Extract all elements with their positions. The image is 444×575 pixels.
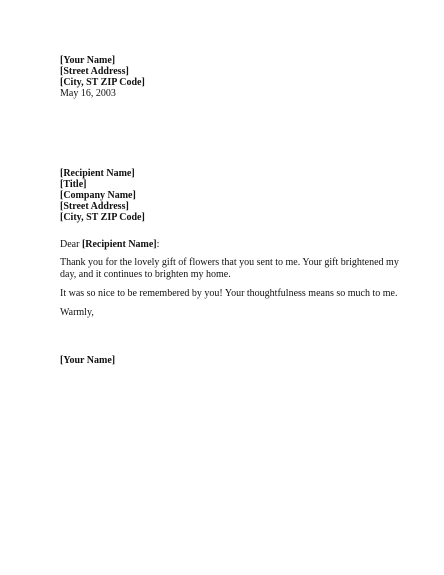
recipient-company: [Company Name] xyxy=(60,190,136,201)
signature-name: [Your Name] xyxy=(60,355,116,366)
body-paragraph-1: Thank you for the lovely gift of flowers that you sent to me. Your gift brightened my day, and it continues to brighten my home. xyxy=(60,257,399,280)
recipient-block xyxy=(60,168,145,223)
salutation xyxy=(60,239,159,250)
closing: Warmly, xyxy=(60,307,94,318)
salutation-prefix: Dear xyxy=(60,239,82,250)
sender-street-address: [Street Address] xyxy=(60,66,129,77)
sender-city-state-zip: [City, ST ZIP Code] xyxy=(60,77,145,88)
body-paragraph-2: It was so nice to be remembered by you! Your thoughtfulness means so much to me. xyxy=(60,288,398,299)
recipient-street-address: [Street Address] xyxy=(60,201,129,212)
sender-block xyxy=(60,55,145,99)
letter-date: May 16, 2003 xyxy=(60,88,116,99)
recipient-title: [Title] xyxy=(60,179,87,190)
sender-name: [Your Name] xyxy=(60,55,116,66)
salutation-suffix: : xyxy=(156,239,160,250)
recipient-name: [Recipient Name] xyxy=(60,168,135,179)
salutation-name: [Recipient Name] xyxy=(81,239,157,250)
recipient-city-state-zip: [City, ST ZIP Code] xyxy=(60,212,145,223)
